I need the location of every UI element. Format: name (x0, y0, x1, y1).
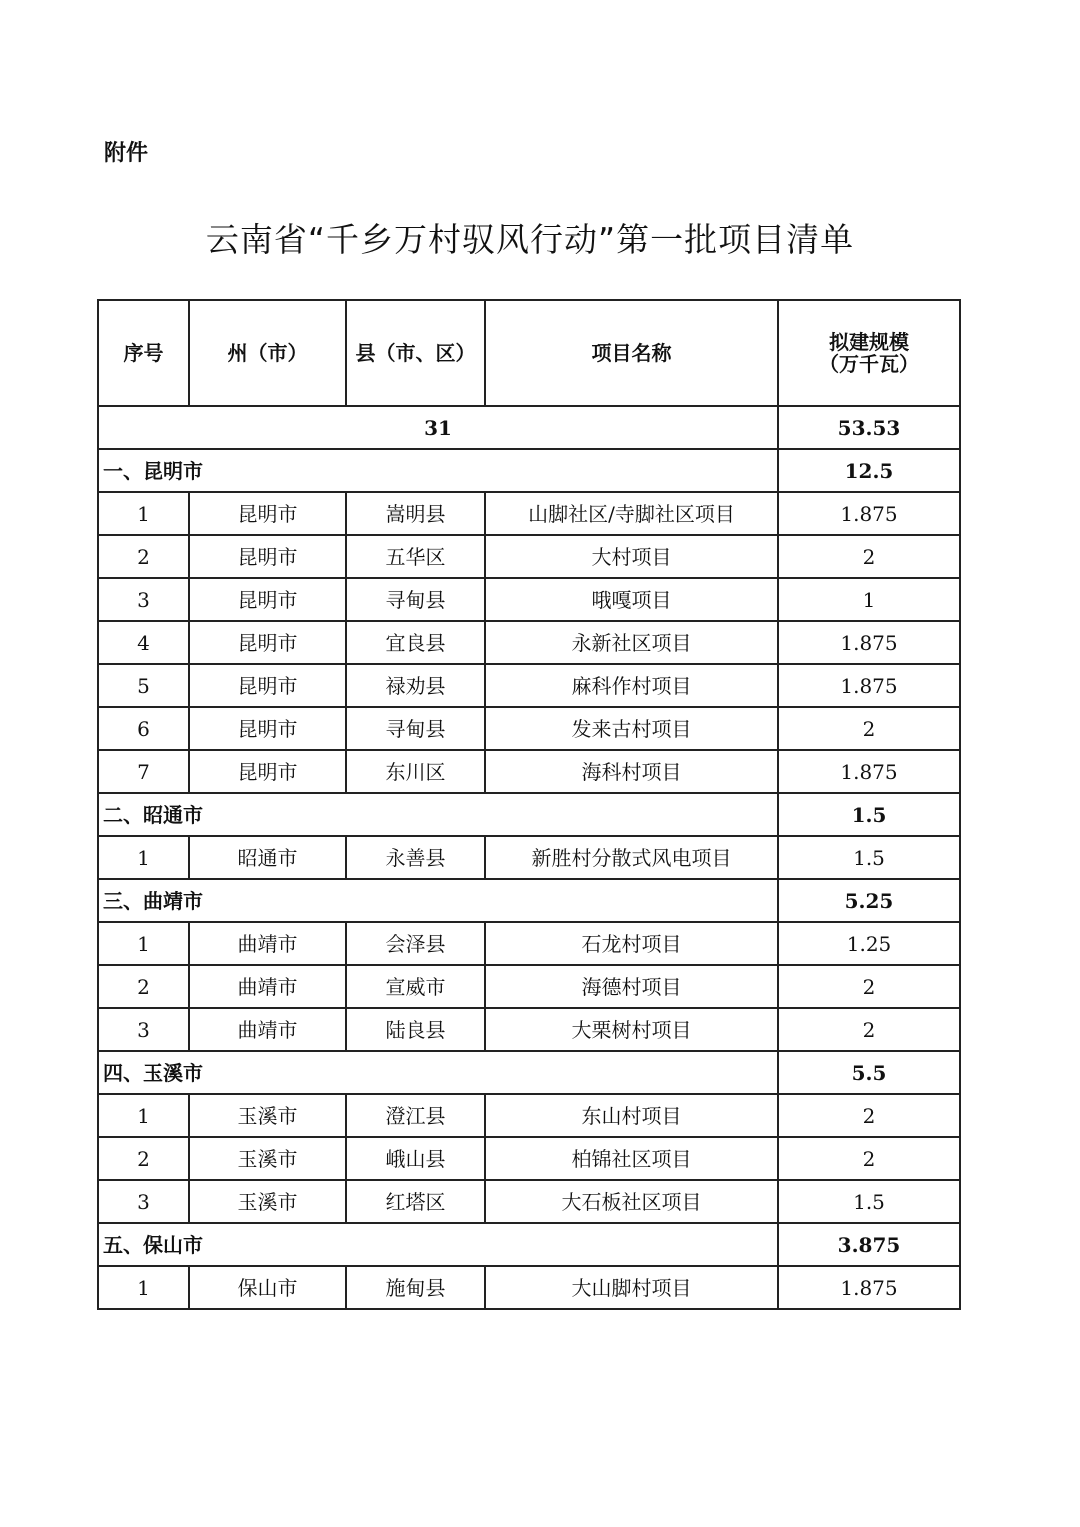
cell-project: 新胜村分散式风电项目 (485, 836, 778, 879)
cell-project: 永新社区项目 (485, 621, 778, 664)
cell-project: 海德村项目 (485, 965, 778, 1008)
table-row (98, 965, 960, 1008)
cell-county: 禄劝县 (346, 664, 485, 707)
region-title: 三、曲靖市 (98, 879, 778, 922)
cell-project: 发来古村项目 (485, 707, 778, 750)
cell-project: 大栗树村项目 (485, 1008, 778, 1051)
header-scale (778, 300, 960, 406)
total-scale: 53.53 (778, 406, 960, 449)
cell-scale: 1.875 (778, 664, 960, 707)
header-seq: 序号 (98, 300, 189, 406)
cell-prefecture: 玉溪市 (189, 1137, 346, 1180)
cell-project: 大山脚村项目 (485, 1266, 778, 1309)
region-title: 一、昆明市 (98, 449, 778, 492)
cell-scale: 1.875 (778, 492, 960, 535)
table-row (98, 664, 960, 707)
cell-project: 麻科作村项目 (485, 664, 778, 707)
table-row (98, 836, 960, 879)
cell-seq: 3 (98, 578, 189, 621)
cell-seq: 6 (98, 707, 189, 750)
region-title: 二、昭通市 (98, 793, 778, 836)
cell-seq: 4 (98, 621, 189, 664)
cell-prefecture: 昆明市 (189, 492, 346, 535)
cell-project: 哦嘎项目 (485, 578, 778, 621)
cell-county: 寻甸县 (346, 707, 485, 750)
cell-prefecture: 曲靖市 (189, 922, 346, 965)
table-row (98, 750, 960, 793)
table-row (98, 492, 960, 535)
attachment-label: 附件 (104, 141, 149, 166)
region-subtotal: 12.5 (778, 449, 960, 492)
cell-project: 海科村项目 (485, 750, 778, 793)
cell-seq: 5 (98, 664, 189, 707)
cell-project: 大石板社区项目 (485, 1180, 778, 1223)
header-prefecture: 州（市） (189, 300, 346, 406)
region-row (98, 793, 960, 836)
cell-scale: 1 (778, 578, 960, 621)
cell-prefecture: 昭通市 (189, 836, 346, 879)
cell-county: 五华区 (346, 535, 485, 578)
cell-prefecture: 昆明市 (189, 750, 346, 793)
cell-county: 宜良县 (346, 621, 485, 664)
cell-prefecture: 昆明市 (189, 535, 346, 578)
cell-prefecture: 玉溪市 (189, 1180, 346, 1223)
cell-seq: 2 (98, 965, 189, 1008)
cell-county: 东川区 (346, 750, 485, 793)
cell-seq: 1 (98, 922, 189, 965)
header-county: 县（市、区） (346, 300, 485, 406)
region-title: 五、保山市 (98, 1223, 778, 1266)
region-row (98, 449, 960, 492)
table-row (98, 578, 960, 621)
cell-scale: 1.875 (778, 1266, 960, 1309)
cell-seq: 1 (98, 836, 189, 879)
cell-project: 山脚社区/寺脚社区项目 (485, 492, 778, 535)
cell-scale: 2 (778, 1094, 960, 1137)
cell-scale: 1.875 (778, 750, 960, 793)
table-row (98, 1008, 960, 1051)
cell-scale: 2 (778, 535, 960, 578)
table-row (98, 1137, 960, 1180)
cell-county: 施甸县 (346, 1266, 485, 1309)
document-title: 云南省“千乡万村驭风行动”第一批项目清单 (205, 220, 855, 259)
cell-seq: 3 (98, 1008, 189, 1051)
cell-county: 峨山县 (346, 1137, 485, 1180)
cell-prefecture: 玉溪市 (189, 1094, 346, 1137)
cell-county: 会泽县 (346, 922, 485, 965)
table-row (98, 707, 960, 750)
project-table-body (98, 300, 960, 1309)
table-row (98, 621, 960, 664)
table-header-row (98, 300, 960, 406)
cell-county: 寻甸县 (346, 578, 485, 621)
cell-project: 石龙村项目 (485, 922, 778, 965)
cell-scale: 2 (778, 965, 960, 1008)
region-subtotal: 1.5 (778, 793, 960, 836)
table-row (98, 1180, 960, 1223)
table-row (98, 922, 960, 965)
region-subtotal: 5.5 (778, 1051, 960, 1094)
cell-prefecture: 保山市 (189, 1266, 346, 1309)
cell-project: 大村项目 (485, 535, 778, 578)
cell-seq: 7 (98, 750, 189, 793)
cell-prefecture: 昆明市 (189, 664, 346, 707)
cell-scale: 2 (778, 707, 960, 750)
cell-project: 柏锦社区项目 (485, 1137, 778, 1180)
total-count: 31 (98, 406, 778, 449)
cell-seq: 1 (98, 492, 189, 535)
cell-prefecture: 曲靖市 (189, 965, 346, 1008)
cell-county: 宣威市 (346, 965, 485, 1008)
cell-seq: 1 (98, 1266, 189, 1309)
region-row (98, 1051, 960, 1094)
cell-seq: 1 (98, 1094, 189, 1137)
cell-seq: 3 (98, 1180, 189, 1223)
region-subtotal: 3.875 (778, 1223, 960, 1266)
cell-project: 东山村项目 (485, 1094, 778, 1137)
cell-county: 陆良县 (346, 1008, 485, 1051)
region-subtotal: 5.25 (778, 879, 960, 922)
cell-county: 红塔区 (346, 1180, 485, 1223)
cell-scale: 1.25 (778, 922, 960, 965)
cell-scale: 1.5 (778, 1180, 960, 1223)
cell-county: 澄江县 (346, 1094, 485, 1137)
cell-prefecture: 昆明市 (189, 578, 346, 621)
table-row (98, 1094, 960, 1137)
region-title: 四、玉溪市 (98, 1051, 778, 1094)
header-scale-line2: （万千瓦） (819, 352, 919, 376)
cell-seq: 2 (98, 1137, 189, 1180)
header-project: 项目名称 (485, 300, 778, 406)
cell-seq: 2 (98, 535, 189, 578)
cell-scale: 2 (778, 1137, 960, 1180)
cell-prefecture: 曲靖市 (189, 1008, 346, 1051)
table-row (98, 1266, 960, 1309)
cell-county: 嵩明县 (346, 492, 485, 535)
cell-prefecture: 昆明市 (189, 621, 346, 664)
project-table (97, 299, 961, 1310)
table-row (98, 535, 960, 578)
region-row (98, 879, 960, 922)
cell-county: 永善县 (346, 836, 485, 879)
cell-scale: 2 (778, 1008, 960, 1051)
header-scale-line1: 拟建规模 (829, 330, 909, 354)
cell-scale: 1.875 (778, 621, 960, 664)
region-row (98, 1223, 960, 1266)
cell-prefecture: 昆明市 (189, 707, 346, 750)
total-row (98, 406, 960, 449)
cell-scale: 1.5 (778, 836, 960, 879)
